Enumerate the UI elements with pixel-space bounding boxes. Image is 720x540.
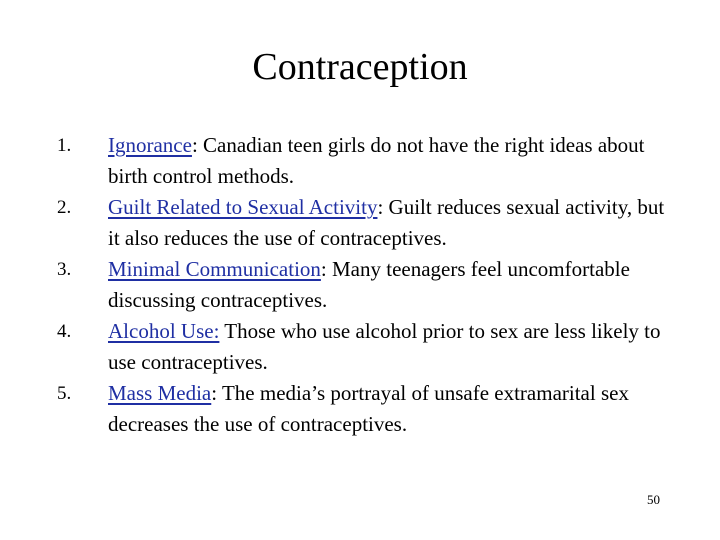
item-number: 4. [57,321,72,342]
term-guilt: Guilt Related to Sexual Activity [108,195,378,219]
factor-list [57,130,677,440]
item-number: 1. [57,135,72,156]
list-item-media [57,378,677,440]
item-number: 5. [57,383,72,404]
page-number: 50 [647,492,660,507]
item-description: : Canadian teen girls do not have the right ideas about birth control methods. [108,133,645,188]
item-description: : Guilt reduces sexual activity, but it also reduces the use of contraceptives. [108,195,665,250]
list-item-alcohol [57,316,677,378]
item-description: : The media’s portrayal of unsafe extramarital sex decreases the use of contraceptives. [108,381,629,436]
term-media: Mass Media [108,381,212,405]
term-ignorance: Ignorance [108,133,192,157]
term-alcohol: Alcohol Use: [108,319,220,343]
item-body [108,378,677,440]
slide-title: Contraception [252,46,468,88]
item-description: : Many teenagers feel uncomfortable discussing contraceptives. [108,257,630,312]
list-item-communication [57,254,677,316]
item-description: Those who use alcohol prior to sex are less likely to use contraceptives. [108,319,661,374]
item-number: 3. [57,259,72,280]
item-body [108,316,677,378]
term-communication: Minimal Communication [108,257,321,281]
item-body [108,254,677,316]
item-body [108,192,677,254]
list-item-guilt [57,192,677,254]
item-body [108,130,677,192]
item-number: 2. [57,197,72,218]
list-item-ignorance [57,130,677,192]
